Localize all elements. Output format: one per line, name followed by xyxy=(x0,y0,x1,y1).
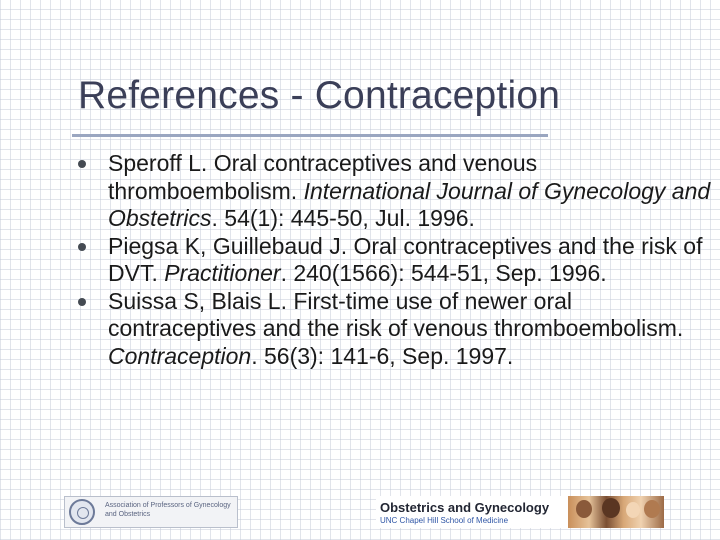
logo-title: Obstetrics and Gynecology xyxy=(380,500,550,515)
reference-text: Speroff L. Oral contraceptives and venous thromboembolism. xyxy=(108,150,538,204)
journal-name: International Journal of Gynecology and Obstetrics xyxy=(108,177,711,231)
reference-citation: . 54(1): 445-50, Jul. 1996. xyxy=(211,205,475,231)
reference-citation: . 56(3): 141-6, Sep. 1997. xyxy=(251,342,514,369)
seal-icon xyxy=(69,499,95,525)
title-underline xyxy=(72,134,548,137)
bullet-icon xyxy=(78,160,86,168)
reference-item xyxy=(78,233,714,288)
bullet-icon xyxy=(78,243,86,251)
reference-text: Suissa S, Blais L. First-time use of newer oral contraceptives and the risk of venous thromboembolism. xyxy=(108,287,684,341)
reference-citation: . 240(1566): 544-51, Sep. 1996. xyxy=(280,260,607,286)
journal-name: Practitioner xyxy=(164,260,281,286)
apgo-logo-text: Association of Professors of Gynecology and Obstetrics xyxy=(105,502,231,518)
reference-item xyxy=(78,150,714,233)
bullet-icon xyxy=(78,298,86,306)
reference-list xyxy=(78,150,714,370)
apgo-logo xyxy=(64,496,238,528)
logo-subtitle: UNC Chapel Hill School of Medicine xyxy=(380,516,509,525)
unc-obgyn-logo xyxy=(376,496,664,528)
family-photo-image xyxy=(568,496,664,528)
journal-name: Contraception xyxy=(108,342,252,369)
reference-item xyxy=(78,288,714,371)
reference-text: Piegsa K, Guillebaud J. Oral contraceptives and the risk of DVT. xyxy=(108,232,703,286)
slide-title: References - Contraception xyxy=(78,74,561,117)
